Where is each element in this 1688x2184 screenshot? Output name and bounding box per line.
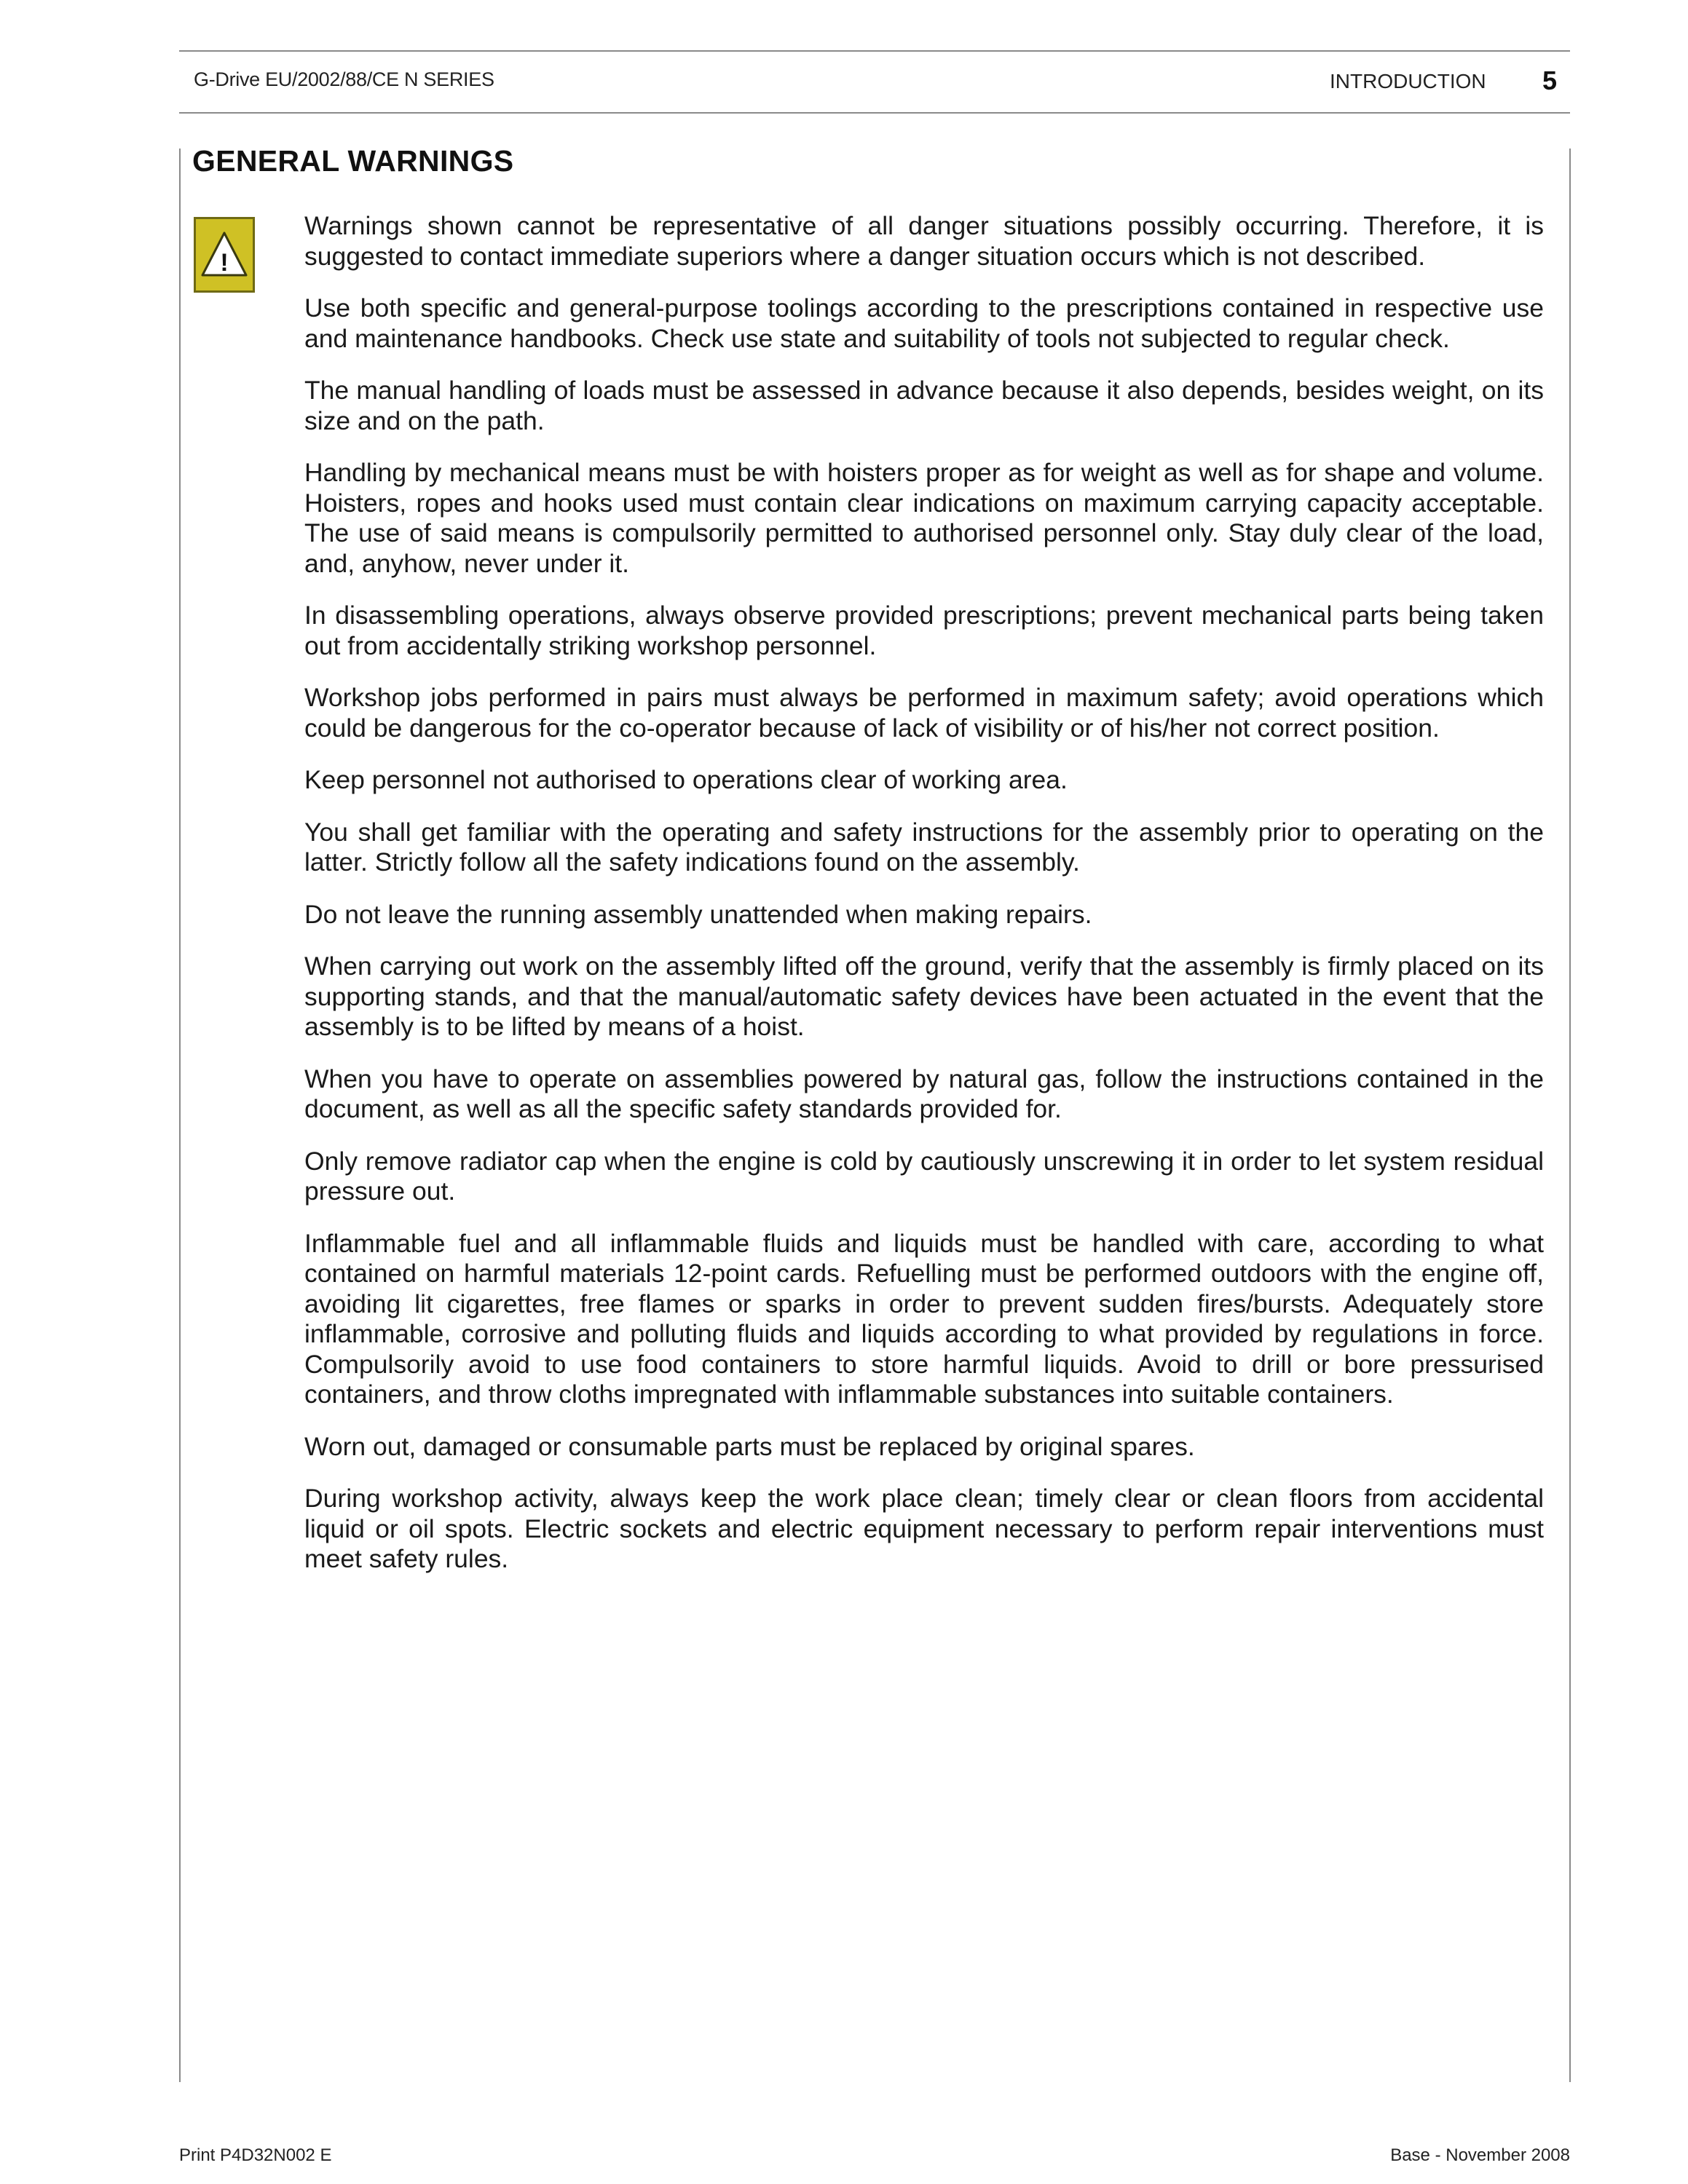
- paragraph: When you have to operate on assemblies powered by natural gas, follow the instructions contained in the document, as well as all the specific safety standards provided for.: [304, 1064, 1544, 1123]
- paragraph: During workshop activity, always keep the work place clean; timely clear or clean floors from accidental liquid or oil spots. Electric sockets and electric equipment necessary to perform repair interventions must meet safety rules.: [304, 1484, 1544, 1573]
- header-bottom-rule: [179, 112, 1570, 114]
- paragraph: Warnings shown cannot be representative of all danger situations possibly occurring. Therefore, it is suggested to contact immediate superiors where a danger situation occurs which is not described.: [304, 211, 1544, 271]
- header-top-rule: [179, 50, 1570, 52]
- section-title: GENERAL WARNINGS: [192, 144, 514, 178]
- right-margin-line: [1569, 149, 1571, 2082]
- paragraph: Handling by mechanical means must be with hoisters proper as for weight as well as for shape and volume. Hoisters, ropes and hooks used must contain clear indications on maximum carrying capacity acceptable. The use of said means is compulsorily permitted to authorised personnel only. Stay duly clear of the load, and, anyhow, never under it.: [304, 458, 1544, 578]
- paragraph: Keep personnel not authorised to operations clear of working area.: [304, 765, 1068, 794]
- document-series-title: G-Drive EU/2002/88/CE N SERIES: [194, 68, 494, 90]
- paragraph: Workshop jobs performed in pairs must always be performed in maximum safety; avoid operations which could be dangerous for the co-operator because of lack of visibility or of his/her not correct position.: [304, 683, 1544, 743]
- paragraph: In disassembling operations, always observe provided prescriptions; prevent mechanical parts being taken out from accidentally striking workshop personnel.: [304, 601, 1544, 660]
- paragraph: Do not leave the running assembly unattended when making repairs.: [304, 899, 1092, 929]
- warnings-body: [304, 211, 1544, 1597]
- warning-exclamation: !: [220, 249, 229, 277]
- section-name: INTRODUCTION: [1330, 70, 1486, 92]
- left-margin-line: [179, 149, 181, 2082]
- paragraph: You shall get familiar with the operating and safety instructions for the assembly prior to operating on the latter. Strictly follow all the safety indications found on the assembly.: [304, 817, 1544, 877]
- paragraph: When carrying out work on the assembly lifted off the ground, verify that the assembly is firmly placed on its supporting stands, and that the manual/automatic safety devices have been actuated in the event that the assembly is to be lifted by means of a hoist.: [304, 951, 1544, 1041]
- paragraph: Inflammable fuel and all inflammable fluids and liquids must be handled with care, according to what contained on harmful materials 12-point cards. Refuelling must be performed outdoors with the engine off, avoiding lit cigarettes, free flames or sparks in order to prevent sudden fires/bursts. Adequately store inflammable, corrosive and polluting fluids and liquids according to what provided by regulations in force. Compulsorily avoid to use food containers to store harmful liquids. Avoid to drill or bore pressurised containers, and throw cloths impregnated with inflammable substances into suitable containers.: [304, 1228, 1544, 1409]
- print-code: Print P4D32N002 E: [179, 2145, 332, 2165]
- paragraph: Only remove radiator cap when the engine is cold by cautiously unscrewing it in order to let system residual pressure out.: [304, 1146, 1544, 1206]
- page-number: 5: [1542, 66, 1558, 95]
- warning-triangle-icon: [194, 217, 255, 293]
- paragraph: The manual handling of loads must be assessed in advance because it also depends, besides weight, on its size and on the path.: [304, 376, 1544, 435]
- paragraph: Use both specific and general-purpose toolings according to the prescriptions contained in respective use and maintenance handbooks. Check use state and suitability of tools not subjected to regular check.: [304, 293, 1544, 353]
- paragraph: Worn out, damaged or consumable parts must be replaced by original spares.: [304, 1431, 1195, 1461]
- edition-date: Base - November 2008: [1390, 2145, 1570, 2165]
